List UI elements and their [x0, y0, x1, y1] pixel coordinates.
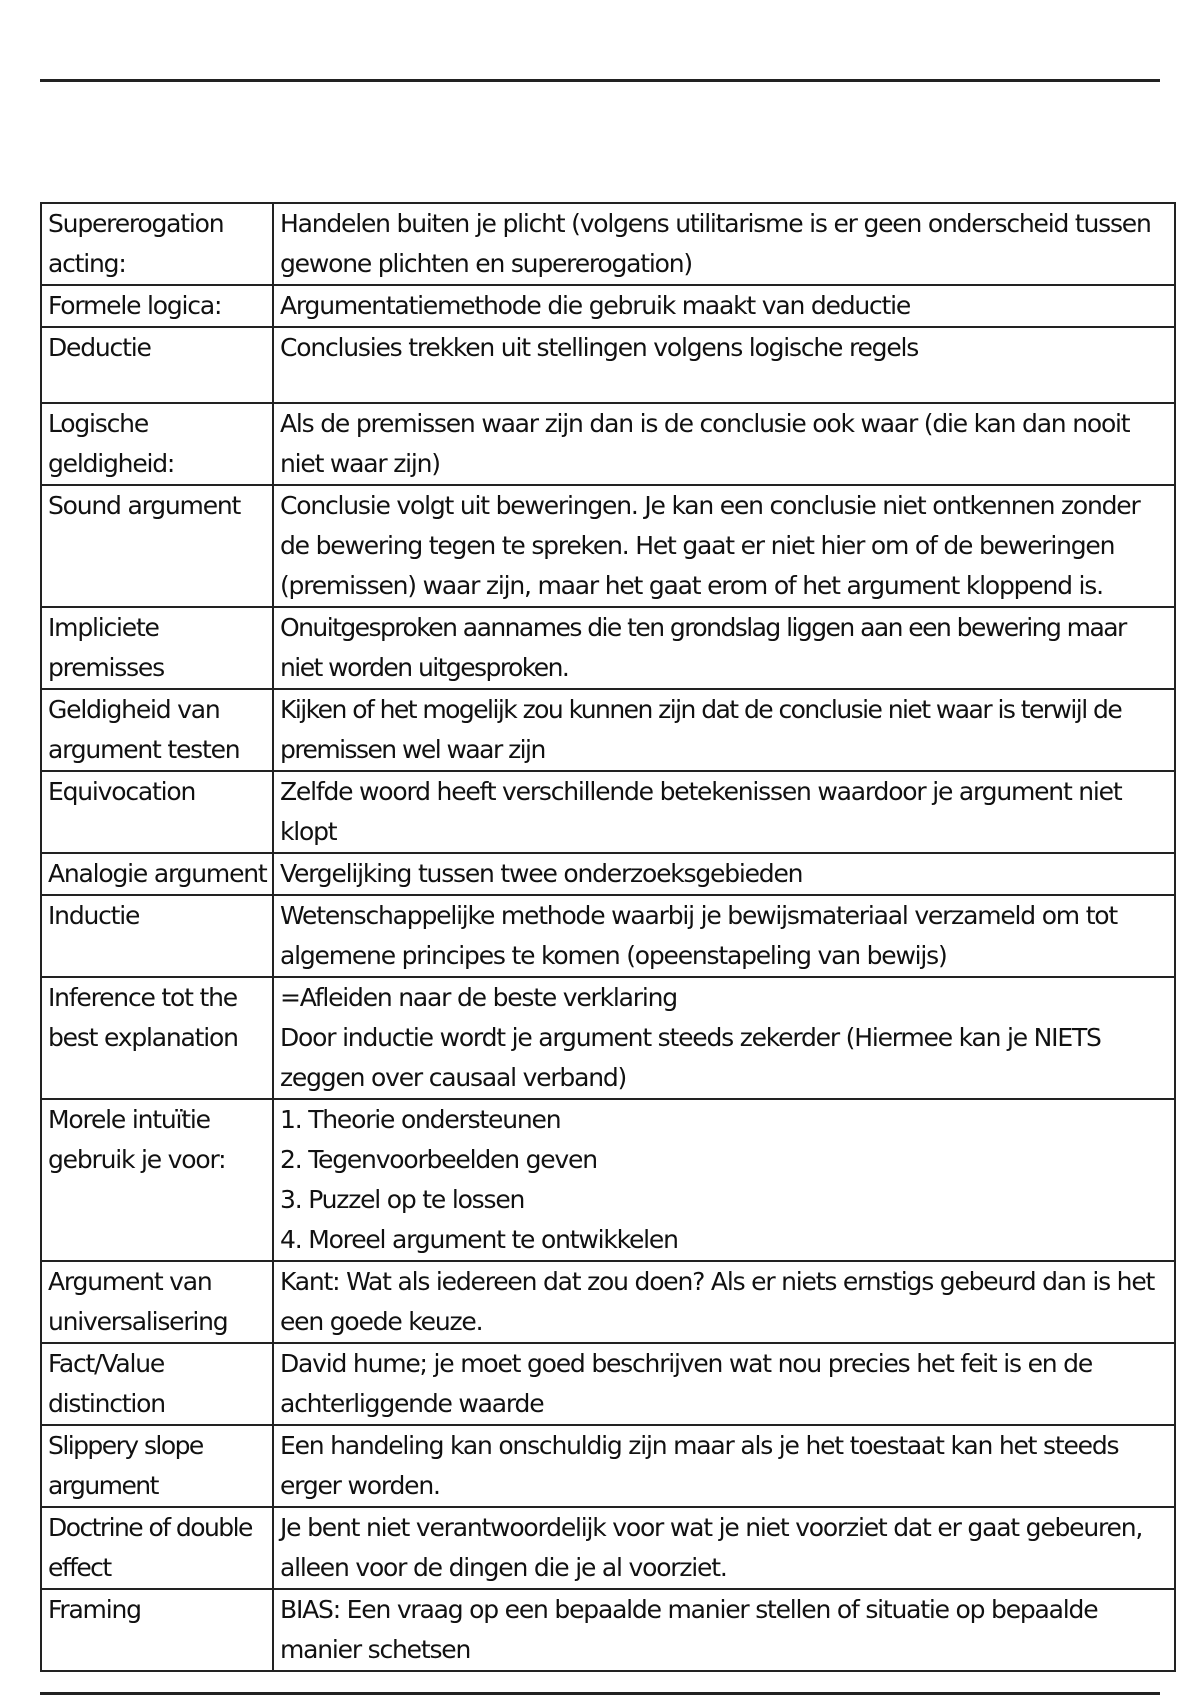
- glossary-table: [40, 202, 1176, 1672]
- table-row: [41, 285, 1175, 327]
- term-cell: Analogie argument: [41, 853, 273, 895]
- table-row: [41, 1425, 1175, 1507]
- term-cell: Impliciete premisses: [41, 607, 273, 689]
- definition-cell: Een handeling kan onschuldig zijn maar als je het toestaat kan het steeds erger worden.: [273, 1425, 1175, 1507]
- term-cell: Logische geldigheid:: [41, 403, 273, 485]
- table-row: [41, 895, 1175, 977]
- term-cell: Fact/Value distinction: [41, 1343, 273, 1425]
- term-cell: Inductie: [41, 895, 273, 977]
- table-row: [41, 1099, 1175, 1261]
- definition-cell: Als de premissen waar zijn dan is de conclusie ook waar (die kan dan nooit niet waar zijn): [273, 403, 1175, 485]
- definition-cell: David hume; je moet goed beschrijven wat nou precies het feit is en de achterliggende waarde: [273, 1343, 1175, 1425]
- term-cell: Inference tot the best explanation: [41, 977, 273, 1099]
- definition-cell: Conclusies trekken uit stellingen volgens logische regels: [273, 327, 1175, 403]
- table-row: [41, 607, 1175, 689]
- term-cell: Sound argument: [41, 485, 273, 607]
- table-row: [41, 1507, 1175, 1589]
- definition-cell: =Afleiden naar de beste verklaring Door inductie wordt je argument steeds zekerder (Hiermee kan je NIETS zeggen over causaal verband): [273, 977, 1175, 1099]
- table-row: [41, 1261, 1175, 1343]
- term-cell: Argument van universalisering: [41, 1261, 273, 1343]
- term-cell: Deductie: [41, 327, 273, 403]
- term-cell: Framing: [41, 1589, 273, 1671]
- definition-cell: Onuitgesproken aannames die ten grondslag liggen aan een bewering maar niet worden uitgesproken.: [273, 607, 1175, 689]
- table-row: [41, 327, 1175, 403]
- definition-cell: Vergelijking tussen twee onderzoeksgebieden: [273, 853, 1175, 895]
- table-row: [41, 485, 1175, 607]
- term-cell: Slippery slope argument: [41, 1425, 273, 1507]
- term-cell: Morele intuïtie gebruik je voor:: [41, 1099, 273, 1261]
- term-cell: Equivocation: [41, 771, 273, 853]
- term-cell: Doctrine of double effect: [41, 1507, 273, 1589]
- table-row: [41, 853, 1175, 895]
- definition-cell: 1. Theorie ondersteunen 2. Tegenvoorbeelden geven 3. Puzzel op te lossen 4. Moreel argument te ontwikkelen: [273, 1099, 1175, 1261]
- table-row: [41, 977, 1175, 1099]
- table-row: [41, 203, 1175, 285]
- table-row: [41, 1589, 1175, 1671]
- table-row: [41, 689, 1175, 771]
- definition-cell: Wetenschappelijke methode waarbij je bewijsmateriaal verzameld om tot algemene principes te komen (opeenstapeling van bewijs): [273, 895, 1175, 977]
- term-cell: Supererogation acting:: [41, 203, 273, 285]
- definition-cell: Handelen buiten je plicht (volgens utilitarisme is er geen onderscheid tussen gewone plichten en supererogation): [273, 203, 1175, 285]
- term-cell: Formele logica:: [41, 285, 273, 327]
- table-row: [41, 771, 1175, 853]
- definition-cell: Zelfde woord heeft verschillende betekenissen waardoor je argument niet klopt: [273, 771, 1175, 853]
- table-row: [41, 403, 1175, 485]
- definition-cell: Conclusie volgt uit beweringen. Je kan een conclusie niet ontkennen zonder de bewering tegen te spreken. Het gaat er niet hier om of de beweringen (premissen) waar zijn, maar het gaat erom of het argument kloppend is.: [273, 485, 1175, 607]
- footer-rule: [40, 1692, 1160, 1695]
- definition-cell: Kijken of het mogelijk zou kunnen zijn dat de conclusie niet waar is terwijl de premissen wel waar zijn: [273, 689, 1175, 771]
- definition-cell: Je bent niet verantwoordelijk voor wat je niet voorziet dat er gaat gebeuren, alleen voor de dingen die je al voorziet.: [273, 1507, 1175, 1589]
- table-row: [41, 1343, 1175, 1425]
- header-rule: [40, 79, 1160, 82]
- definition-cell: BIAS: Een vraag op een bepaalde manier stellen of situatie op bepaalde manier schetsen: [273, 1589, 1175, 1671]
- definition-cell: Kant: Wat als iedereen dat zou doen? Als er niets ernstigs gebeurd dan is het een goede keuze.: [273, 1261, 1175, 1343]
- definition-cell: Argumentatiemethode die gebruik maakt van deductie: [273, 285, 1175, 327]
- term-cell: Geldigheid van argument testen: [41, 689, 273, 771]
